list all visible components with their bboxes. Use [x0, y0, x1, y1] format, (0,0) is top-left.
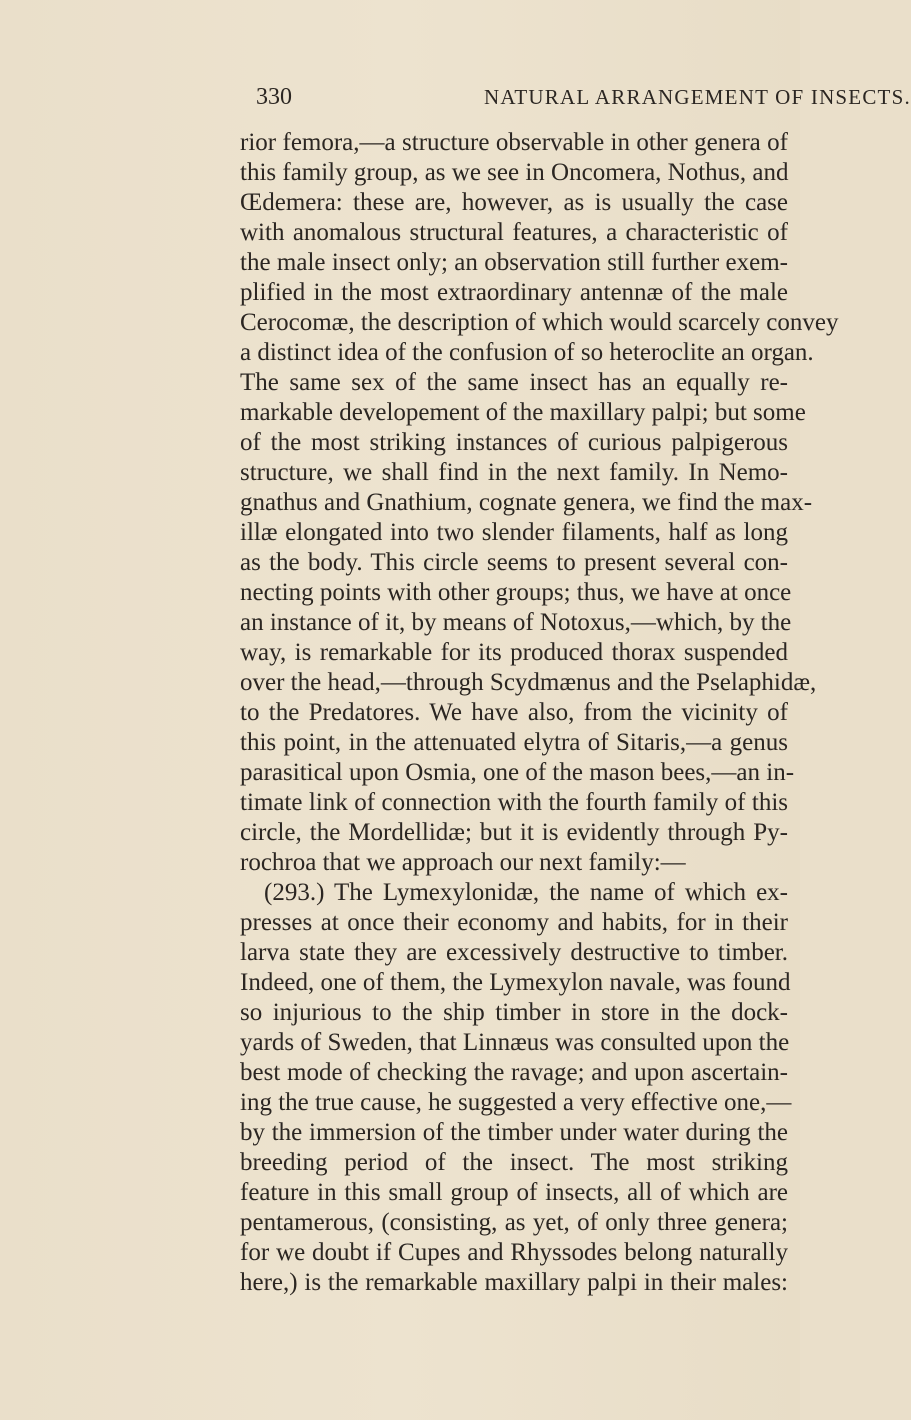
- text-line: The same sex of the same insect has an equally re-: [240, 369, 788, 396]
- text-line: of the most striking instances of curious palpigerous: [240, 429, 788, 456]
- text-line: ing the true cause, he suggested a very effective one,—: [240, 1089, 792, 1116]
- text-line: so injurious to the ship timber in store in the dock-: [240, 999, 788, 1026]
- text-line: Cerocomæ, the description of which would scarcely convey: [240, 309, 839, 336]
- text-line: circle, the Mordellidæ; but it is evidently through Py-: [240, 819, 788, 846]
- text-line: this family group, as we see in Oncomera, Nothus, and: [240, 159, 789, 186]
- text-line: plified in the most extraordinary antennæ of the male: [240, 279, 788, 306]
- body-text: [240, 128, 839, 1298]
- text-line: the male insect only; an observation still further exem-: [240, 249, 788, 276]
- text-line: illæ elongated into two slender filaments, half as long: [240, 519, 788, 546]
- text-line: pentamerous, (consisting, as yet, of only three genera;: [240, 1209, 788, 1236]
- text-line: way, is remarkable for its produced thorax suspended: [240, 639, 788, 666]
- text-line: with anomalous structural features, a characteristic of: [240, 219, 788, 246]
- text-line: this point, in the attenuated elytra of Sitaris,—a genus: [240, 729, 788, 756]
- text-line: larva state they are excessively destructive to timber.: [240, 939, 788, 966]
- text-line: gnathus and Gnathium, cognate genera, we find the max-: [240, 489, 813, 516]
- text-line: structure, we shall find in the next family. In Nemo-: [240, 459, 788, 486]
- text-line: to the Predatores. We have also, from the vicinity of: [240, 699, 788, 726]
- text-line: here,) is the remarkable maxillary palpi in their males:: [240, 1269, 788, 1296]
- text-line: as the body. This circle seems to present several con-: [240, 549, 788, 576]
- text-line: Indeed, one of them, the Lymexylon navale, was found: [240, 969, 791, 996]
- text-line: yards of Sweden, that Linnæus was consulted upon the: [240, 1029, 790, 1056]
- text-line: breeding period of the insect. The most striking: [240, 1149, 788, 1176]
- running-title: NATURAL ARRANGEMENT OF INSECTS.: [484, 85, 911, 109]
- text-line-paragraph-start: (293.) The Lymexylonidæ, the name of which ex-: [264, 879, 788, 906]
- text-line: parasitical upon Osmia, one of the mason bees,—an in-: [240, 759, 795, 786]
- text-line: over the head,—through Scydmænus and the Pselaphidæ,: [240, 669, 817, 696]
- text-line: feature in this small group of insects, all of which are: [240, 1179, 788, 1206]
- page-number: 330: [256, 84, 292, 110]
- text-line: timate link of connection with the fourth family of this: [240, 789, 788, 816]
- text-line: rior femora,—a structure observable in other genera of: [240, 129, 788, 156]
- text-line: Œdemera: these are, however, as is usually the case: [240, 189, 788, 216]
- text-line: necting points with other groups; thus, we have at once: [240, 579, 792, 606]
- text-line: by the immersion of the timber under water during the: [240, 1119, 788, 1146]
- text-line: a distinct idea of the confusion of so heteroclite an organ.: [240, 339, 814, 366]
- text-line: an instance of it, by means of Notoxus,—which, by the: [240, 609, 792, 636]
- text-line: markable developement of the maxillary palpi; but some: [240, 399, 806, 426]
- text-line: best mode of checking the ravage; and upon ascertain-: [240, 1059, 788, 1086]
- text-line: rochroa that we approach our next family:—: [240, 849, 686, 876]
- text-line: presses at once their economy and habits, for in their: [240, 909, 788, 936]
- text-line: for we doubt if Cupes and Rhyssodes belong naturally: [240, 1239, 788, 1266]
